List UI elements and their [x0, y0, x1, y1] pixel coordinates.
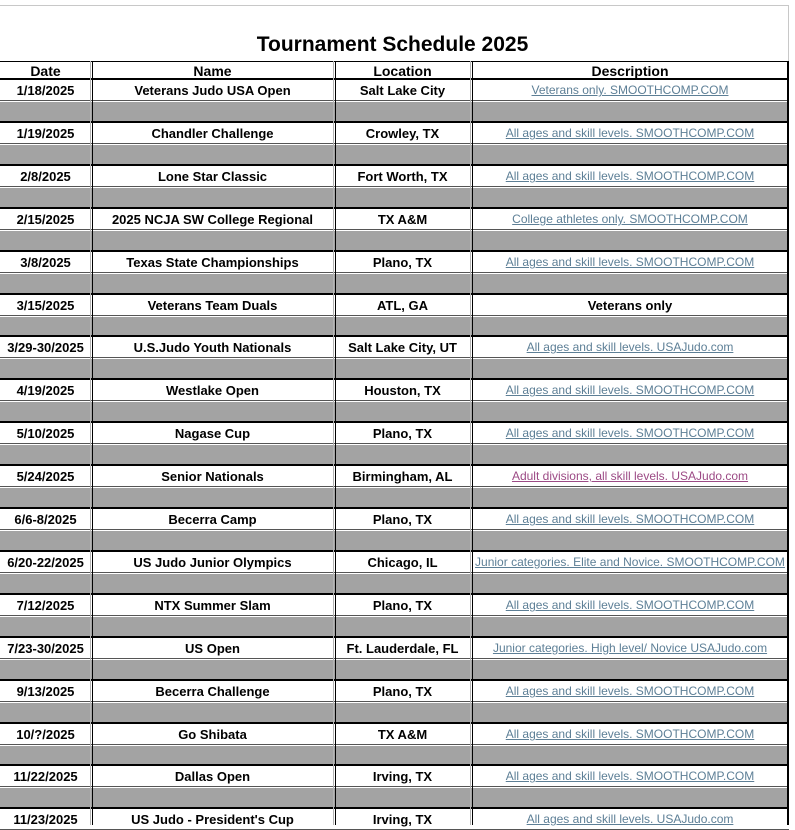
cell-date: 2/15/2025 [0, 209, 91, 229]
cell-name: Becerra Camp [91, 509, 334, 529]
cell-description[interactable]: Junior categories. High level/ Novice USAJudo.com [492, 641, 768, 655]
cell-description: Veterans only [587, 297, 673, 313]
spacer-row [0, 231, 789, 251]
cell-date: 1/19/2025 [0, 123, 91, 143]
table-right-border [787, 61, 789, 825]
cell-location: Plano, TX [334, 681, 471, 701]
cell-date: 3/8/2025 [0, 252, 91, 272]
cell-location: Salt Lake City, UT [334, 337, 471, 357]
cell-location: TX A&M [334, 724, 471, 744]
cell-description[interactable]: All ages and skill levels. SMOOTHCOMP.COM [505, 169, 755, 183]
row-divider [0, 722, 789, 724]
cell-description[interactable]: All ages and skill levels. SMOOTHCOMP.COM [505, 769, 755, 783]
row-divider [0, 186, 789, 187]
cell-date: 9/13/2025 [0, 681, 91, 701]
cell-date: 5/24/2025 [0, 466, 91, 486]
row-divider [0, 807, 789, 809]
spacer-row [0, 188, 789, 208]
spacer-row [0, 660, 789, 680]
spacer-row [0, 359, 789, 379]
row-divider [0, 164, 789, 166]
column-divider [472, 61, 473, 825]
cell-description[interactable]: College athletes only. SMOOTHCOMP.COM [512, 212, 748, 226]
cell-name: NTX Summer Slam [91, 595, 334, 615]
row-divider [0, 615, 789, 616]
cell-description[interactable]: Junior categories. Elite and Novice. SMOOTHCOMP.COM [475, 555, 785, 569]
row-divider [0, 357, 789, 358]
cell-date: 3/15/2025 [0, 295, 91, 315]
cell-location: Crowley, TX [334, 123, 471, 143]
cell-name: Go Shibata [91, 724, 334, 744]
cell-name: US Judo Junior Olympics [91, 552, 334, 572]
cell-name: Becerra Challenge [91, 681, 334, 701]
column-divider [92, 61, 93, 825]
cell-date: 10/?/2025 [0, 724, 91, 744]
spacer-row [0, 102, 789, 122]
cell-description[interactable]: All ages and skill levels. SMOOTHCOMP.COM [505, 727, 755, 741]
spacer-row [0, 574, 789, 594]
cell-description[interactable]: Veterans only. SMOOTHCOMP.COM [531, 83, 729, 97]
cell-date: 11/22/2025 [0, 766, 91, 786]
row-divider [0, 744, 789, 745]
column-divider [335, 61, 336, 825]
cell-name: Veterans Judo USA Open [91, 80, 334, 100]
spacer-row [0, 445, 789, 465]
cell-date: 11/23/2025 [0, 809, 91, 829]
cell-date: 2/8/2025 [0, 166, 91, 186]
row-divider [0, 507, 789, 509]
cell-location: Plano, TX [334, 423, 471, 443]
row-divider [0, 679, 789, 681]
cell-date: 3/29-30/2025 [0, 337, 91, 357]
cell-name: US Judo - President's Cup [91, 809, 334, 829]
spacer-row [0, 317, 789, 336]
spacer-row [0, 617, 789, 637]
row-divider [0, 272, 789, 273]
row-divider [0, 658, 789, 659]
cell-description[interactable]: All ages and skill levels. USAJudo.com [526, 812, 734, 826]
spacer-row [0, 488, 789, 508]
cell-name: Westlake Open [91, 380, 334, 400]
cell-description[interactable]: All ages and skill levels. SMOOTHCOMP.COM [505, 126, 755, 140]
row-divider [0, 701, 789, 702]
spacer-row [0, 145, 789, 165]
row-divider [0, 378, 789, 380]
cell-name: Nagase Cup [91, 423, 334, 443]
cell-date: 4/19/2025 [0, 380, 91, 400]
cell-name: Lone Star Classic [91, 166, 334, 186]
row-divider [0, 486, 789, 487]
row-divider [0, 529, 789, 530]
cell-date: 1/18/2025 [0, 80, 91, 100]
cell-location: Plano, TX [334, 252, 471, 272]
cell-location: Houston, TX [334, 380, 471, 400]
cell-location: Plano, TX [334, 509, 471, 529]
cell-location: Salt Lake City [334, 80, 471, 100]
cell-name: Texas State Championships [91, 252, 334, 272]
cell-location: Plano, TX [334, 595, 471, 615]
column-divider [470, 61, 471, 825]
cell-location: Irving, TX [334, 766, 471, 786]
row-divider [0, 421, 789, 423]
cell-date: 7/23-30/2025 [0, 638, 91, 658]
cell-name: Dallas Open [91, 766, 334, 786]
spacer-row [0, 274, 789, 294]
row-divider [0, 764, 789, 766]
column-header-location: Location [334, 61, 471, 80]
row-divider [0, 464, 789, 466]
row-divider [0, 293, 789, 295]
cell-location: Ft. Lauderdale, FL [334, 638, 471, 658]
cell-date: 6/6-8/2025 [0, 509, 91, 529]
spacer-row [0, 402, 789, 422]
row-divider [0, 400, 789, 401]
cell-description[interactable]: All ages and skill levels. SMOOTHCOMP.COM [505, 255, 755, 269]
cell-name: U.S.Judo Youth Nationals [91, 337, 334, 357]
cell-name: Chandler Challenge [91, 123, 334, 143]
cell-location: Birmingham, AL [334, 466, 471, 486]
page-title: Tournament Schedule 2025 [256, 33, 529, 56]
row-divider [0, 443, 789, 444]
row-divider [0, 229, 789, 230]
spacer-row [0, 746, 789, 765]
column-header-date: Date [0, 61, 91, 80]
row-divider [0, 572, 789, 573]
cell-description[interactable]: All ages and skill levels. SMOOTHCOMP.COM [505, 598, 755, 612]
row-divider [0, 315, 789, 316]
row-divider [0, 550, 789, 552]
row-divider [0, 61, 789, 62]
cell-location: Chicago, IL [334, 552, 471, 572]
row-divider [0, 121, 789, 123]
spacer-row [0, 788, 789, 808]
cell-location: ATL, GA [334, 295, 471, 315]
cell-description[interactable]: Adult divisions, all skill levels. USAJudo.com [511, 469, 749, 483]
cell-location: Irving, TX [334, 809, 471, 829]
cell-location: Fort Worth, TX [334, 166, 471, 186]
row-divider [0, 250, 789, 252]
cell-date: 6/20-22/2025 [0, 552, 91, 572]
column-header-name: Name [91, 61, 334, 80]
spacer-row [0, 531, 789, 551]
row-divider [0, 78, 789, 80]
cell-name: Senior Nationals [91, 466, 334, 486]
cell-description[interactable]: All ages and skill levels. SMOOTHCOMP.COM [505, 512, 755, 526]
cell-name: US Open [91, 638, 334, 658]
cell-date: 7/12/2025 [0, 595, 91, 615]
cell-name: Veterans Team Duals [91, 295, 334, 315]
cell-description[interactable]: All ages and skill levels. SMOOTHCOMP.COM [505, 684, 755, 698]
cell-location: TX A&M [334, 209, 471, 229]
row-divider [0, 335, 789, 337]
cell-date: 5/10/2025 [0, 423, 91, 443]
row-divider [0, 593, 789, 595]
row-divider [0, 636, 789, 638]
cell-description[interactable]: All ages and skill levels. SMOOTHCOMP.COM [505, 426, 755, 440]
row-divider [0, 143, 789, 144]
cell-description[interactable]: All ages and skill levels. USAJudo.com [526, 340, 734, 354]
column-divider [90, 61, 91, 825]
column-header-description: Description [471, 61, 789, 80]
row-divider [0, 100, 789, 101]
column-divider [333, 61, 334, 825]
row-divider [0, 786, 789, 787]
row-divider [0, 207, 789, 209]
spacer-row [0, 703, 789, 723]
cell-description[interactable]: All ages and skill levels. SMOOTHCOMP.COM [505, 383, 755, 397]
cell-name: 2025 NCJA SW College Regional [91, 209, 334, 229]
